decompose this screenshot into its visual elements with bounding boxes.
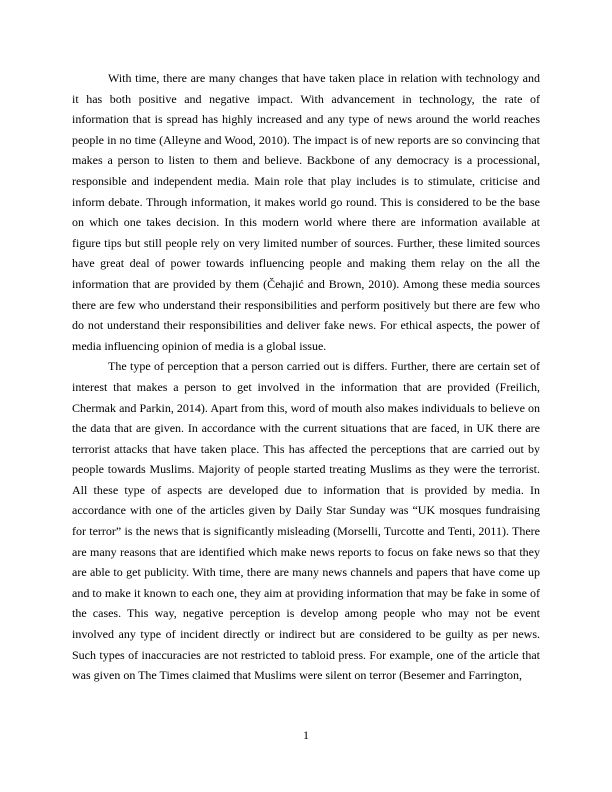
body-text bbox=[72, 68, 540, 686]
paragraph-1: With time, there are many changes that have taken place in relation with technology and it has both positive and negative impact. With advancement in technology, the rate of information that is spread has highly increased and any type of news around the world reaches people in no time (Alleyne and Wood, 2010). The impact is of new reports are so convincing that makes a person to listen to them and believe. Backbone of any democracy is a processional, responsible and independent media. Main role that play includes is to stimulate, criticise and inform debate. Through information, it makes world go round. This is considered to be the base on which one takes decision. In this modern world where there are information available at figure tips but still people rely on very limited number of sources. Further, these limited sources have great deal of power towards influencing people and making them relay on the all the information that are provided by them (Čehajić and Brown, 2010). Among these media sources there are few who understand their responsibilities and perform positively but there are few who do not understand their responsibilities and deliver fake news. For ethical aspects, the power of media influencing opinion of media is a global issue. bbox=[72, 71, 540, 353]
paragraph-2: The type of perception that a person carried out is differs. Further, there are certain set of interest that makes a person to get involved in the information that are provided (Freilich, Chermak and Parkin, 2014). Apart from this, word of mouth also makes individuals to believe on the data that are given. In accordance with the current situations that are faced, in UK there are terrorist attacks that have taken place. This has affected the perceptions that are carried out by people towards Muslims. Majority of people started treating Muslims as they were the terrorist. All these type of aspects are developed due to information that is provided by media. In accordance with one of the articles given by Daily Star Sunday was “UK mosques fundraising for terror” is the news that is significantly misleading (Morselli, Turcotte and Tenti, 2011). There are many reasons that are identified which make news reports to focus on fake news so that they are able to get publicity. With time, there are many news channels and papers that have come up and to make it known to each one, they aim at providing information that may be fake in some of the cases. This way, negative perception is develop among people who may not be event involved any type of incident directly or indirect but are considered to be guilty as per news. Such types of inaccuracies are not restricted to tabloid press. For example, one of the article that was given on The Times claimed that Muslims were silent on terror (Besemer and Farrington, bbox=[72, 359, 540, 683]
page-number: 1 bbox=[303, 728, 309, 742]
